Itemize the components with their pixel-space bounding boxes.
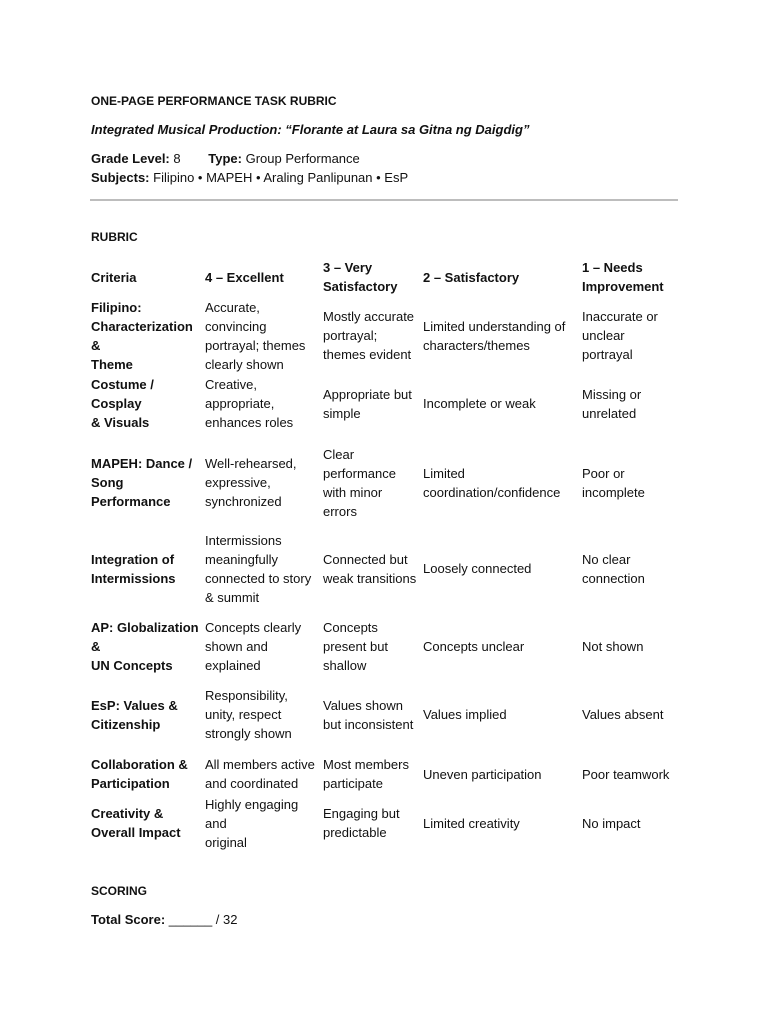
rubric-cell: Loosely connected bbox=[423, 561, 532, 576]
header-satisfactory: 2 – Satisfactory bbox=[423, 269, 520, 285]
rubric-cell: Mostly accurate portrayal; themes evident bbox=[323, 309, 415, 362]
rubric-cell: No impact bbox=[582, 815, 641, 831]
grade-level-value: 8 bbox=[173, 151, 181, 166]
criteria-cell: Integration of Intermissions bbox=[91, 551, 176, 586]
grade-level-label: Grade Level: bbox=[91, 151, 170, 166]
rubric-cell: Well-rehearsed, expressive, synchronized bbox=[205, 456, 297, 509]
rubric-cell: Values shown but inconsistent bbox=[323, 697, 414, 732]
rubric-cell: Uneven participation bbox=[423, 766, 542, 782]
rubric-cell: Concepts present but shallow bbox=[323, 620, 389, 673]
rubric-cell: Accurate, convincing portrayal; themes clearly shown bbox=[205, 299, 306, 372]
rubric-cell: Highly engaging and original bbox=[205, 796, 299, 850]
type-label: Type: bbox=[208, 151, 242, 166]
rubric-cell: Intermissions meaningfully connected to story & summit bbox=[205, 532, 312, 605]
subjects-line bbox=[91, 170, 408, 185]
rubric-cell: Limited coordination/confidence bbox=[423, 465, 561, 500]
rubric-cell: Poor or incomplete bbox=[582, 465, 645, 500]
criteria-cell: EsP: Values & Citizenship bbox=[91, 697, 178, 732]
rubric-cell: Poor teamwork bbox=[582, 766, 670, 782]
total-score-line bbox=[91, 912, 237, 927]
rubric-cell: Appropriate but simple bbox=[323, 386, 412, 421]
document-subtitle: Integrated Musical Production: “Florante at Laura sa Gitna ng Daigdig” bbox=[91, 122, 530, 137]
header-criteria: Criteria bbox=[91, 269, 137, 285]
criteria-cell: Costume / Cosplay & Visuals bbox=[91, 377, 154, 430]
divider-line bbox=[90, 199, 678, 201]
subjects-label: Subjects: bbox=[91, 170, 150, 185]
rubric-cell: Limited creativity bbox=[423, 815, 520, 831]
rubric-cell: No clear connection bbox=[582, 551, 645, 586]
rubric-cell: Most members participate bbox=[323, 757, 409, 791]
header-excellent: 4 – Excellent bbox=[205, 269, 284, 285]
subjects-value: Filipino • MAPEH • Araling Panlipunan • EsP bbox=[153, 170, 409, 185]
criteria-cell: MAPEH: Dance / Song Performance bbox=[91, 456, 193, 509]
rubric-cell: Responsibility, unity, respect strongly shown bbox=[205, 688, 292, 741]
rubric-cell: Creative, appropriate, enhances roles bbox=[205, 377, 294, 430]
criteria-cell: AP: Globalization & UN Concepts bbox=[91, 620, 199, 673]
rubric-cell: Engaging but predictable bbox=[323, 806, 400, 840]
criteria-cell: Collaboration & Participation bbox=[91, 757, 188, 791]
rubric-cell: Values absent bbox=[582, 707, 664, 722]
criteria-cell: Creativity & Overall Impact bbox=[91, 806, 181, 840]
rubric-cell: Missing or unrelated bbox=[582, 386, 642, 421]
rubric-cell: Clear performance with minor errors bbox=[323, 446, 396, 519]
type-value: Group Performance bbox=[245, 151, 360, 166]
scoring-section-label: SCORING bbox=[91, 884, 148, 898]
total-score-label: Total Score: bbox=[91, 912, 166, 927]
rubric-cell: All members active and coordinated bbox=[205, 757, 315, 791]
grade-type-line bbox=[91, 151, 360, 166]
rubric-cell: Not shown bbox=[582, 639, 644, 654]
header-very-satisfactory: 3 – Very Satisfactory bbox=[323, 260, 398, 294]
rubric-cell: Concepts unclear bbox=[423, 639, 525, 654]
total-score-value: ______ / 32 bbox=[168, 912, 238, 927]
rubric-cell: Concepts clearly shown and explained bbox=[205, 620, 302, 673]
rubric-cell: Limited understanding of characters/themes bbox=[423, 318, 566, 353]
rubric-cell: Connected but weak transitions bbox=[323, 551, 417, 586]
rubric-cell: Incomplete or weak bbox=[423, 396, 536, 411]
header-needs-improvement: 1 – Needs Improvement bbox=[582, 260, 664, 294]
document-title: ONE-PAGE PERFORMANCE TASK RUBRIC bbox=[91, 94, 337, 108]
rubric-section-label: RUBRIC bbox=[91, 230, 138, 244]
rubric-cell: Values implied bbox=[423, 707, 507, 722]
rubric-cell: Inaccurate or unclear portrayal bbox=[582, 309, 658, 362]
criteria-cell: Filipino: Characterization & Theme bbox=[91, 299, 193, 372]
